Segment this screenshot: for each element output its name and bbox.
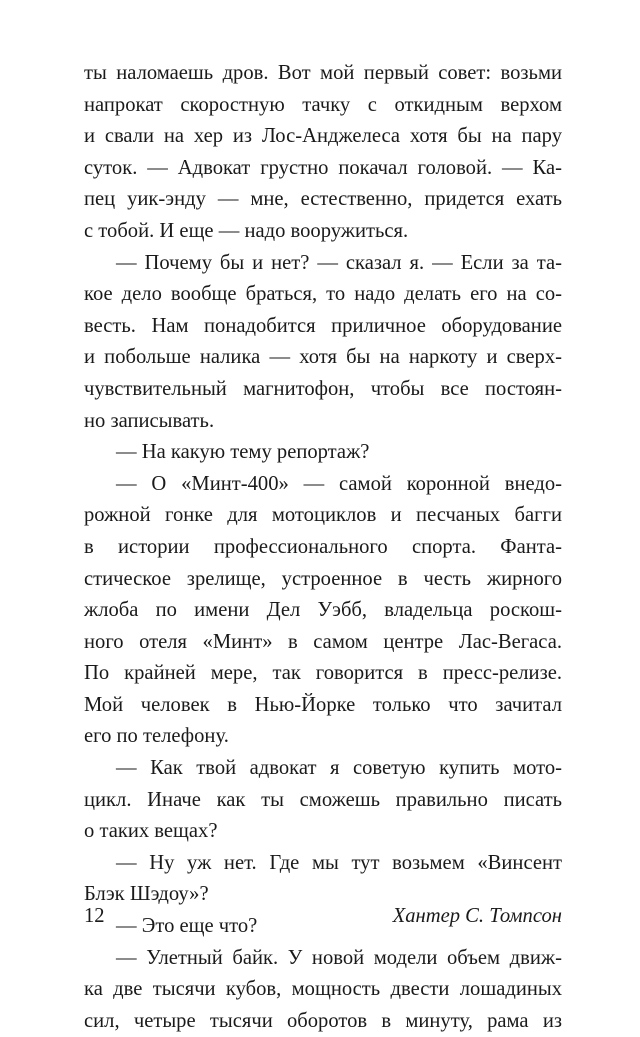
page-footer <box>84 905 562 935</box>
text-line: но записывать. <box>84 409 215 432</box>
text-line: Блэк Шэдоу»? <box>84 883 209 906</box>
text-line: ка две тысячи кубов, мощность двести лошадиных <box>84 978 562 1001</box>
text-line: с тобой. И еще — надо вооружиться. <box>84 219 409 242</box>
text-line: — Как твой адвокат я советую купить мото- <box>116 757 562 780</box>
text-line: стическое зрелище, устроенное в честь жирного <box>84 567 562 590</box>
text-line: По крайней мере, так говорится в пресс-релизе. <box>84 662 562 685</box>
text-line: его по телефону. <box>84 725 229 748</box>
text-line: в истории профессионального спорта. Фанта- <box>84 535 562 558</box>
text-line: рожной гонке для мотоциклов и песчаных багги <box>84 504 562 527</box>
text-line: — Ну уж нет. Где мы тут возьмем «Винсент <box>116 851 562 874</box>
text-line: ного отеля «Минт» в самом центре Лас-Вегаса. <box>84 630 562 653</box>
text-line: Мой человек в Нью-Йорке только что зачитал <box>84 693 562 716</box>
text-line: чувствительный магнитофон, чтобы все постоян- <box>84 377 562 400</box>
text-line: — На какую тему репортаж? <box>116 441 370 464</box>
body-text <box>84 58 562 1037</box>
text-line: суток. — Адвокат грустно покачал головой. — Ка- <box>84 156 562 179</box>
text-line: и свали на хер из Лос-Анджелеса хотя бы на пару <box>84 125 562 148</box>
text-line: весть. Нам понадобится приличное оборудование <box>84 314 562 337</box>
text-line: пец уик-энду — мне, естественно, придется ехать <box>84 188 562 211</box>
text-line: кое дело вообще браться, то надо делать его на со- <box>84 283 562 306</box>
text-line: ты наломаешь дров. Вот мой первый совет: возьми <box>84 62 562 84</box>
text-line: — Это еще что? <box>116 915 258 938</box>
text-line: напрокат скоростную тачку с откидным верхом <box>84 93 562 116</box>
text-line: сил, четыре тысячи оборотов в минуту, рама из <box>84 1009 562 1032</box>
text-line: и побольше налика — хотя бы на наркоту и сверх- <box>84 346 562 369</box>
running-title-author: Хантер С. Томпсон <box>392 905 562 927</box>
text-line: жлоба по имени Дел Уэбб, владельца роскош- <box>84 599 562 622</box>
page-number: 12 <box>84 905 105 927</box>
text-line: — О «Минт-400» — самой коронной внедо- <box>116 472 562 495</box>
text-line: — Почему бы и нет? — сказал я. — Если за та- <box>116 251 562 274</box>
text-line: цикл. Иначе как ты сможешь правильно писать <box>84 788 562 811</box>
text-line: — Улетный байк. У новой модели объем движ- <box>116 946 562 969</box>
text-line: о таких вещах? <box>84 820 218 843</box>
